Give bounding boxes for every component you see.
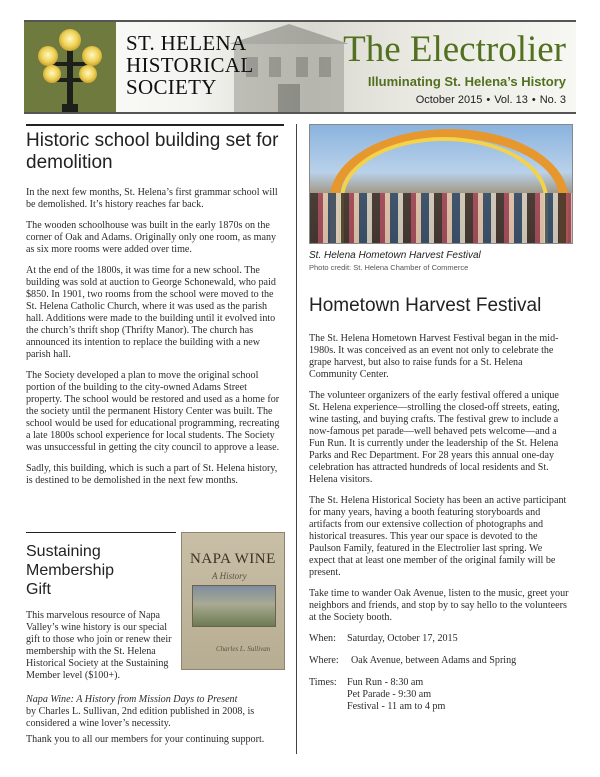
book-cover-image bbox=[181, 532, 285, 670]
book-cover-title: NAPA WINE bbox=[190, 551, 276, 567]
school-paragraph: Sadly, this building, which is such a part of St. Helena history, is destined to be demolished in the next few months. bbox=[26, 463, 278, 486]
separator-dot: • bbox=[531, 94, 536, 106]
book-cover-painting bbox=[192, 585, 276, 627]
left-column bbox=[26, 124, 284, 745]
event-when-row bbox=[309, 633, 571, 645]
times-list bbox=[347, 677, 445, 713]
society-name-line2: HISTORICAL bbox=[126, 53, 254, 77]
right-column bbox=[309, 124, 571, 723]
issue-month: October 2015 bbox=[415, 94, 483, 106]
photo-caption: St. Helena Hometown Harvest Festival bbox=[309, 250, 481, 261]
membership-thanks bbox=[26, 734, 290, 755]
festival-paragraph: The St. Helena Historical Society has been an active participant for many years, having a booth featuring storyboards and artifacts from our extensive collection of photographs and historical treasures. This year our space is devoted to the Paulson Family, featured in the Electrolier last spring. We expect that at least one member of the original family will be present. bbox=[309, 495, 567, 578]
membership-intro bbox=[26, 610, 181, 682]
membership-title bbox=[26, 542, 166, 599]
where-value: Oak Avenue, between Adams and Spring bbox=[351, 655, 517, 666]
school-article-title: Historic school building set for demolition bbox=[26, 124, 284, 174]
book-cover-subtitle: A History bbox=[212, 571, 247, 581]
festival-crowd bbox=[310, 193, 572, 243]
membership-title-line1: Sustaining bbox=[26, 543, 101, 560]
masthead bbox=[24, 20, 576, 114]
event-times-row bbox=[309, 677, 571, 713]
school-paragraph: In the next few months, St. Helena’s first grammar school will be demolished. It’s history reaches far back. bbox=[26, 187, 278, 210]
publication-title: The Electrolier bbox=[343, 29, 566, 70]
book-details-text: by Charles L. Sullivan, 2nd edition published in 2008, is considered a wine lover’s necessity. bbox=[26, 706, 255, 729]
time-item: Fun Run - 8:30 am bbox=[347, 677, 424, 688]
book-title-text: Napa Wine: A History from Mission Days to Present bbox=[26, 694, 238, 705]
event-details bbox=[309, 633, 571, 713]
issue-number: No. 3 bbox=[539, 94, 566, 106]
book-cover-author: Charles L. Sullivan bbox=[216, 645, 271, 653]
school-paragraph: The Society developed a plan to move the original school portion of the building to the city-owned Adams Street property. The school would be restored and used as a home for the society until the permanent History Center was built. The school would be used for educational programming, recreating a late 1800s school experience for local students. The Society was unsuccessful in getting the city council to approve a lease. bbox=[26, 370, 280, 453]
time-item: Festival - 11 am to 4 pm bbox=[347, 701, 446, 712]
photo-credit: Photo credit: St. Helena Chamber of Commerce bbox=[309, 263, 469, 272]
when-value: Saturday, October 17, 2015 bbox=[347, 633, 458, 644]
column-divider bbox=[296, 124, 297, 754]
where-label: Where: bbox=[309, 655, 339, 666]
issue-info bbox=[416, 94, 566, 106]
time-item: Pet Parade - 9:30 am bbox=[347, 689, 432, 700]
festival-paragraph: The St. Helena Hometown Harvest Festival began in the mid-1980s. It was conceived as an event not only to celebrate the grape harvest, but also to raise funds for a St. Helena Community Center. bbox=[309, 333, 559, 380]
separator-dot: • bbox=[486, 94, 491, 106]
school-paragraph: The wooden schoolhouse was built in the early 1870s on the corner of Oak and Adams. Originally only one room, as many as six more rooms were added over time. bbox=[26, 220, 277, 255]
membership-title-line2: Membership bbox=[26, 562, 115, 579]
membership-book-info bbox=[26, 694, 284, 739]
membership-title-line3: Gift bbox=[26, 581, 51, 598]
society-name-line1: ST. HELENA bbox=[126, 31, 247, 55]
society-name-line3: SOCIETY bbox=[126, 75, 217, 99]
electrolier-lamp-icon bbox=[24, 22, 116, 112]
when-label: When: bbox=[309, 633, 336, 644]
festival-paragraph: Take time to wander Oak Avenue, listen to the music, greet your neighbors and friends, and stop by to say hello to the volunteers at the Society booth. bbox=[309, 588, 569, 623]
festival-article-title: Hometown Harvest Festival bbox=[309, 295, 542, 316]
event-where-row bbox=[309, 655, 571, 667]
times-label: Times: bbox=[309, 677, 337, 688]
publication-tagline: Illuminating St. Helena’s History bbox=[367, 74, 566, 89]
society-name bbox=[126, 32, 266, 98]
membership-intro-text: This marvelous resource of Napa Valley’s wine history is our special gift to those who join or renew their membership with the St. Helena Historical Society at the Sustaining Member level ($100+). bbox=[26, 610, 172, 681]
festival-photo bbox=[309, 124, 573, 244]
thanks-text: Thank you to all our members for your continuing support. bbox=[26, 734, 265, 745]
issue-volume: Vol. 13 bbox=[494, 94, 528, 106]
section-rule bbox=[26, 532, 176, 533]
festival-paragraph: The volunteer organizers of the early festival offered a unique St. Helena experience—strolling the closed-off streets, eating, wine tasting, and buying crafts. The festival grew to include a now-famous pet parade—well behaved pets welcome—and a Fun Run. It is currently under the leadership of the St. Helena Parks and Rec Department. For 28 years this annual one-day celebration has attracted hundreds of local residents and St. Helena visitors. bbox=[309, 390, 560, 485]
school-paragraph: At the end of the 1800s, it was time for a new school. The building was sold at auction to George Schonewald, who paid $850. In 1901, two rooms from the school were moved to the St. Helena Catholic Church, where it was used as the parish hall. Additions were made to the building until it evolved into the church’s thrift shop (Thrifty Manor). The church has announced its intention to replace the building with a new parish hall. bbox=[26, 265, 276, 360]
